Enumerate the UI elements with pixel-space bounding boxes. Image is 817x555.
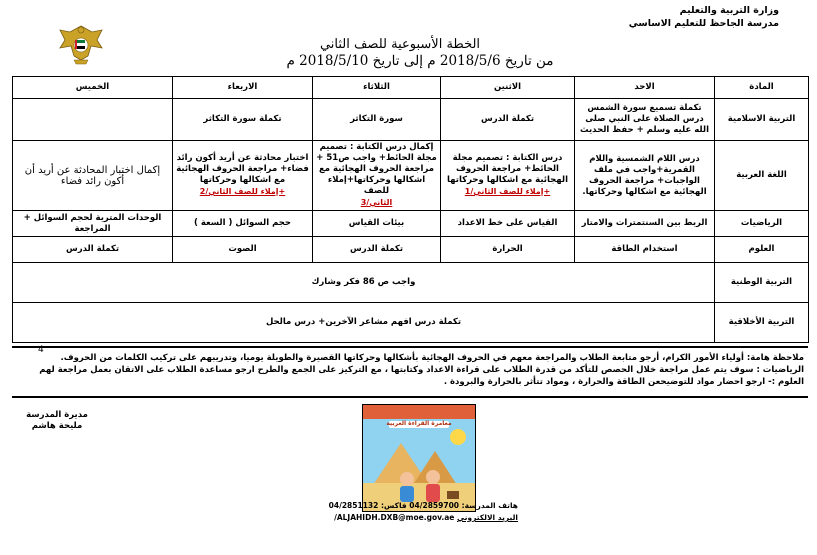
plan-cell	[441, 141, 575, 211]
header-tuesday: الثلاثاء	[313, 77, 441, 99]
header-thursday: الخميس	[13, 77, 173, 99]
plan-text: إكمال درس الكتابة : تصميم مجلة الحائط+ واجب ص51 + مراجعة الحروف الهجائية مع اشكالها وحركاتها+إملاء للصف	[316, 142, 437, 196]
principal-name: مليحة هاشم	[31, 421, 83, 431]
dictation-note: +إملاء للصف الثاني/1	[464, 187, 551, 196]
plan-cell: تكملة سورة التكاثر	[173, 99, 313, 141]
plan-cell: القياس على خط الاعداد	[441, 211, 575, 237]
plan-cell: بيئات القياس	[313, 211, 441, 237]
school-phones: هاتف المدرسة: 04/2859700 فاكس: 04/2851132	[328, 501, 518, 510]
plan-cell: الصوت	[173, 237, 313, 263]
table-row	[13, 303, 809, 343]
plan-cell	[173, 141, 313, 211]
plan-text: درس الكتابة : تصميم مجلة الحائط+ مراجعة الحروف الهجائية مع اشكالها وحركاتها	[446, 153, 569, 185]
header-sunday: الاحد	[575, 77, 715, 99]
subject-cell: التربية الأخلاقية	[715, 303, 809, 343]
header-monday: الاثنين	[441, 77, 575, 99]
plan-text: اختبار محادثة عن أريد أكون رائد فضاء+ مراجعة الحروف الهجائية مع اشكالها وحركاتها	[176, 153, 309, 185]
plan-cell: تكملة الدرس	[313, 237, 441, 263]
plan-cell: تكملة الدرس	[13, 237, 173, 263]
email-label: البريد الالكتروني	[457, 513, 518, 522]
weekly-plan-table	[12, 76, 809, 343]
table-header-row	[13, 77, 809, 99]
table-row	[13, 211, 809, 237]
date-range: من تاريخ 2018/5/6 م إلى تاريخ 2018/5/10 م	[286, 53, 554, 69]
book-title: مغامرة القراءة العربية	[386, 420, 452, 427]
note-science: العلوم :- ارجو احضار مواد للتوضيحعن الطاقة والحرارة ، ومواد تتأثر بالحرارة والبرودة .	[443, 377, 804, 387]
book-cover-image	[362, 404, 476, 512]
note-math: الرياضيات : سوف يتم عمل مراجعة خلال الحصص للتأكد من قدرة الطلاب على قراءة الاعداد وكتابتها ، مع التركيز على الجمع والطرح ارجو مساعدة الطلاب على الاتقان بعمل مراجعة لهم	[39, 365, 804, 375]
notes-box	[12, 346, 808, 398]
plan-cell	[13, 99, 173, 141]
subject-cell: اللغة العربية	[715, 141, 809, 211]
notes-text	[12, 348, 808, 388]
plan-cell: حجم السوائل ( السعة )	[173, 211, 313, 237]
subject-cell: الرياضيات	[715, 211, 809, 237]
plan-cell: إكمال اختبار المحادثة عن أريد أن أكون رائد فضاء	[13, 141, 173, 211]
note-general: ملاحظة هامة: أولياء الأمور الكرام، أرجو متابعة الطلاب والمراجعة معهم في الحروف الهجائية بأشكالها وحركاتها القصيرة والطويلة يوميا، وتدريبهم على تركيب الكلمات من الحروف.	[60, 353, 804, 363]
dictation-note: الثاني/3	[360, 198, 393, 207]
principal-signature	[22, 410, 92, 432]
school-contact	[248, 500, 518, 524]
page-number: 4	[38, 345, 44, 355]
table-row	[13, 99, 809, 141]
merged-plan-cell: واجب ص 86 فكر وشارك	[13, 263, 715, 303]
school-name: مدرسة الجاحظ للتعليم الاساسي	[628, 18, 779, 29]
table-row	[13, 141, 809, 211]
dictation-note: +إملاء للصف الثاني/2	[199, 187, 286, 196]
plan-cell: سورة التكاثر	[313, 99, 441, 141]
ministry-name: وزارة التربية والتعليم	[679, 5, 779, 16]
plan-title: الخطة الأسبوعية للصف الثاني	[319, 37, 481, 52]
uae-emblem-icon	[56, 22, 106, 66]
subject-cell: العلوم	[715, 237, 809, 263]
school-email-line	[248, 512, 518, 524]
header-subject: المادة	[715, 77, 809, 99]
subject-cell: التربية الوطنية	[715, 263, 809, 303]
plan-cell: الوحدات المترية لحجم السوائل + المراجعة	[13, 211, 173, 237]
email-address[interactable]: ALJAHIDH.DXB@moe.gov.ae/	[334, 513, 455, 522]
subject-cell: التربية الاسلامية	[715, 99, 809, 141]
plan-cell: الربط بين السنتمترات والامتار	[575, 211, 715, 237]
table-row	[13, 237, 809, 263]
plan-cell: استخدام الطاقة	[575, 237, 715, 263]
merged-plan-cell: تكملة درس افهم مشاعر الآخرين+ درس مالحل	[13, 303, 715, 343]
plan-cell: درس اللام الشمسية واللام القمرية+واجب في ملف الواجبات+ مراجعة الحروف الهجائية مع اشكالها وحركاتها.	[575, 141, 715, 211]
header-wednesday: الاربعاء	[173, 77, 313, 99]
table-row	[13, 263, 809, 303]
plan-cell: تكملة تسميع سورة الشمس درس الصلاة على النبي صلى الله عليه وسلم + حفظ الحديث	[575, 99, 715, 141]
principal-title: مديرة المدرسة	[26, 410, 88, 420]
plan-cell: تكملة الدرس	[441, 99, 575, 141]
plan-cell: الحرارة	[441, 237, 575, 263]
ministry-header	[559, 4, 779, 30]
plan-cell	[313, 141, 441, 211]
